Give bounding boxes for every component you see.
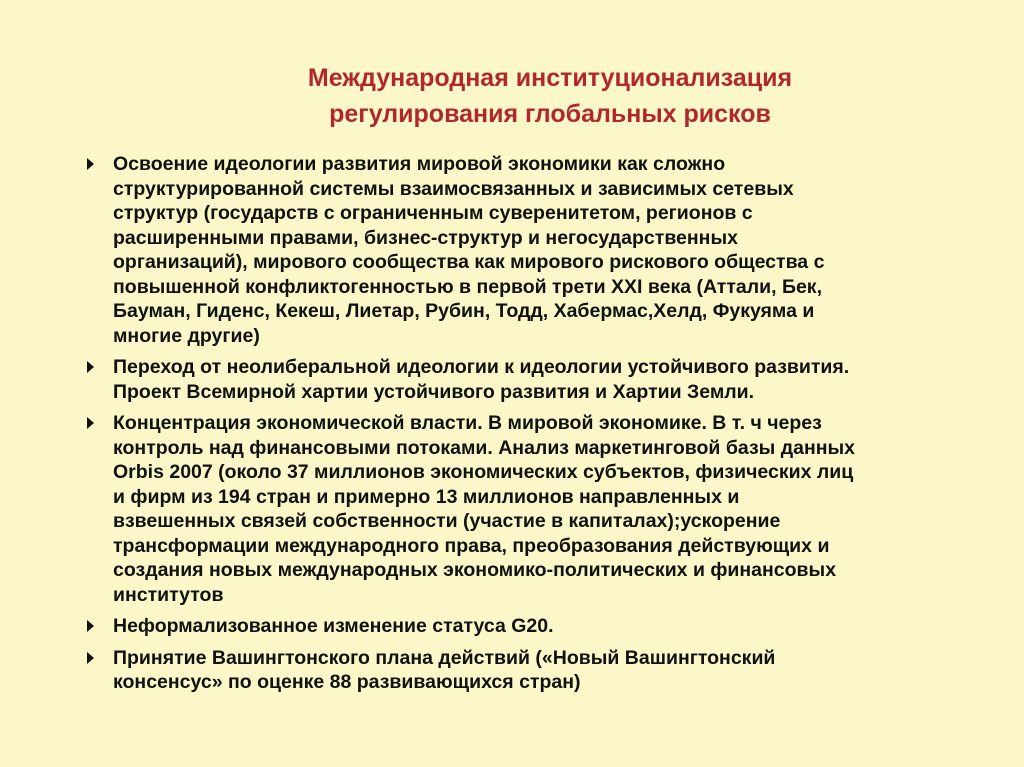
triangle-right-icon [87,361,94,373]
bullet-text-line: институтов [113,583,224,606]
bullet-text-line: Принятие Вашингтонского плана действий («Новый Вашингтонский [113,646,776,669]
bullet-text-line: создания новых международных экономико-политических и финансовых [113,559,837,581]
title-line: регулирования глобальных рисков [329,100,771,128]
bullet-text-line: повышенной конфликтогенностью в первой трети XXI века (Аттали, Бек, [113,275,822,298]
bullet-text-line: Переход от неолиберальной идеологии к идеологии устойчивого развития. [113,356,850,378]
bullet-text-line: Освоение идеологии развития мировой экономики как сложно [113,153,726,175]
bullet-text-line: и фирм из 194 стран и примерно 13 миллионов направленных и [113,485,740,508]
title-line: Международная институционализация [307,64,793,92]
bullet-text-line: Концентрация экономической власти. В мировой экономике. В т. ч через [113,412,822,434]
bullet-item [84,614,984,639]
bullet-text-line: структур (государств с ограниченным суверенитетом, регионов с [113,202,753,224]
triangle-right-icon [87,417,94,429]
bullet-text-line: Проект Всемирной хартии устойчивого развития и Хартии Земли. [113,380,755,403]
bullet-text-line: многие другие) [113,324,260,347]
bullet-text-line: Бауман, Гиденс, Кекеш, Лиетар, Рубин, Тодд, Хабермас,Хелд, Фукуяма и [113,300,815,322]
triangle-right-icon [87,620,94,632]
bullet-text-line: контроль над финансовыми потоками. Анализ маркетинговой базы данных [113,436,855,459]
bullet-item [84,411,984,607]
bullet-item [84,152,984,348]
bullet-item [84,646,984,695]
bullet-text-line: Orbis 2007 (около 37 миллионов экономических субъектов, физических лиц [113,461,854,483]
bullet-text-line: Неформализованное изменение статуса G20. [113,615,554,637]
slide-title [170,60,930,132]
bullet-text-line: консенсус» по оценке 88 развивающихся стран) [113,671,581,693]
bullet-text-line: организаций), мирового сообщества как мирового рискового общества с [113,251,825,273]
triangle-right-icon [87,158,94,170]
bullet-text-line: расширенными правами, бизнес-структур и негосударственных [113,226,738,249]
bullet-list [84,152,984,702]
triangle-right-icon [87,652,94,664]
bullet-item [84,355,984,404]
bullet-text-line: структурированной системы взаимосвязанных и зависимых сетевых [113,177,794,200]
bullet-text-line: трансформации международного права, преобразования действующих и [113,534,830,557]
bullet-text-line: взвешенных связей собственности (участие в капиталах);ускорение [113,510,781,532]
